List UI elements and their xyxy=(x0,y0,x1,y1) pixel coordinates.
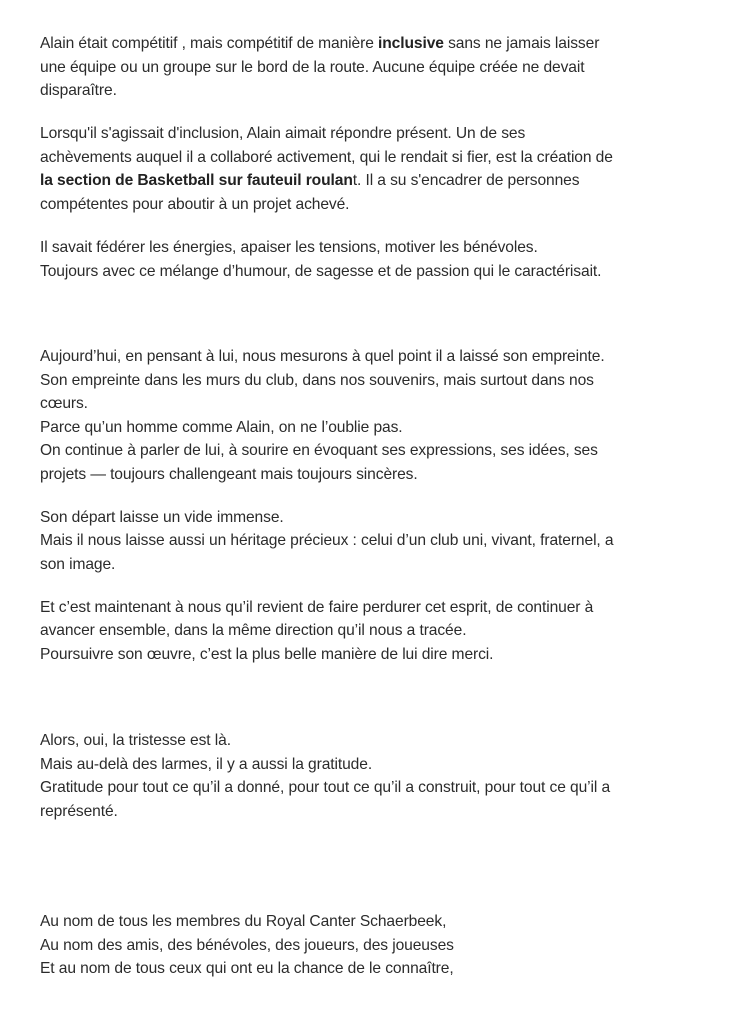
text-span: t. Il a su s'encadrer de personnes xyxy=(352,172,580,189)
text-line: Gratitude pour tout ce qu’il a donné, pour tout ce qu’il a construit, pour tout ce qu’il a xyxy=(40,779,611,796)
text-span: Alain était compétitif , mais compétitif de manière xyxy=(40,35,379,52)
text-line: cœurs. xyxy=(40,395,88,412)
text-line: Son empreinte dans les murs du club, dans nos souvenirs, mais surtout dans nos xyxy=(40,372,594,389)
text-line: compétentes pour aboutir à un projet achevé. xyxy=(40,196,350,213)
text-line: Mais il nous laisse aussi un héritage précieux : celui d’un club uni, vivant, fraternel, a xyxy=(40,532,614,549)
text-line: Lorsqu'il s'agissait d'inclusion, Alain aimait répondre présent. Un de ses xyxy=(40,125,526,142)
text-line: représenté. xyxy=(40,803,118,820)
text-line xyxy=(40,171,579,191)
text-line: Mais au-delà des larmes, il y a aussi la gratitude. xyxy=(40,756,373,773)
text-line: Au nom de tous les membres du Royal Canter Schaerbeek, xyxy=(40,913,447,930)
text-line: disparaître. xyxy=(40,82,117,99)
text-line: projets — toujours challengeant mais toujours sincères. xyxy=(40,466,418,483)
text-line: Parce qu’un homme comme Alain, on ne l’oublie pas. xyxy=(40,419,403,436)
text-line: avancer ensemble, dans la même direction qu’il nous a tracée. xyxy=(40,622,467,639)
text-line: Et c’est maintenant à nous qu’il revient de faire perdurer cet esprit, de continuer à xyxy=(40,599,594,616)
text-line: On continue à parler de lui, à sourire en évoquant ses expressions, ses idées, ses xyxy=(40,442,598,459)
text-line: Et au nom de tous ceux qui ont eu la chance de le connaître, xyxy=(40,960,454,977)
text-line: son image. xyxy=(40,556,116,573)
text-line: Alors, oui, la tristesse est là. xyxy=(40,732,231,749)
text-line: Toujours avec ce mélange d’humour, de sagesse et de passion qui le caractérisait. xyxy=(40,263,602,280)
text-line xyxy=(40,34,599,54)
text-line: Aujourd’hui, en pensant à lui, nous mesurons à quel point il a laissé son empreinte. xyxy=(40,348,605,365)
text-line: Son départ laisse un vide immense. xyxy=(40,509,284,526)
text-line: Au nom des amis, des bénévoles, des joueurs, des joueuses xyxy=(40,937,454,954)
text-span: sans ne jamais laisser xyxy=(443,35,600,52)
bold-text: inclusive xyxy=(378,35,444,52)
bold-text: la section de Basketball sur fauteuil roulan xyxy=(40,172,353,189)
text-line: Poursuivre son œuvre, c’est la plus belle manière de lui dire merci. xyxy=(40,646,494,663)
text-line: achèvements auquel il a collaboré activement, qui le rendait si fier, est la création de xyxy=(40,149,613,166)
text-line: Il savait fédérer les énergies, apaiser les tensions, motiver les bénévoles. xyxy=(40,239,538,256)
text-line: une équipe ou un groupe sur le bord de la route. Aucune équipe créée ne devait xyxy=(40,59,585,76)
